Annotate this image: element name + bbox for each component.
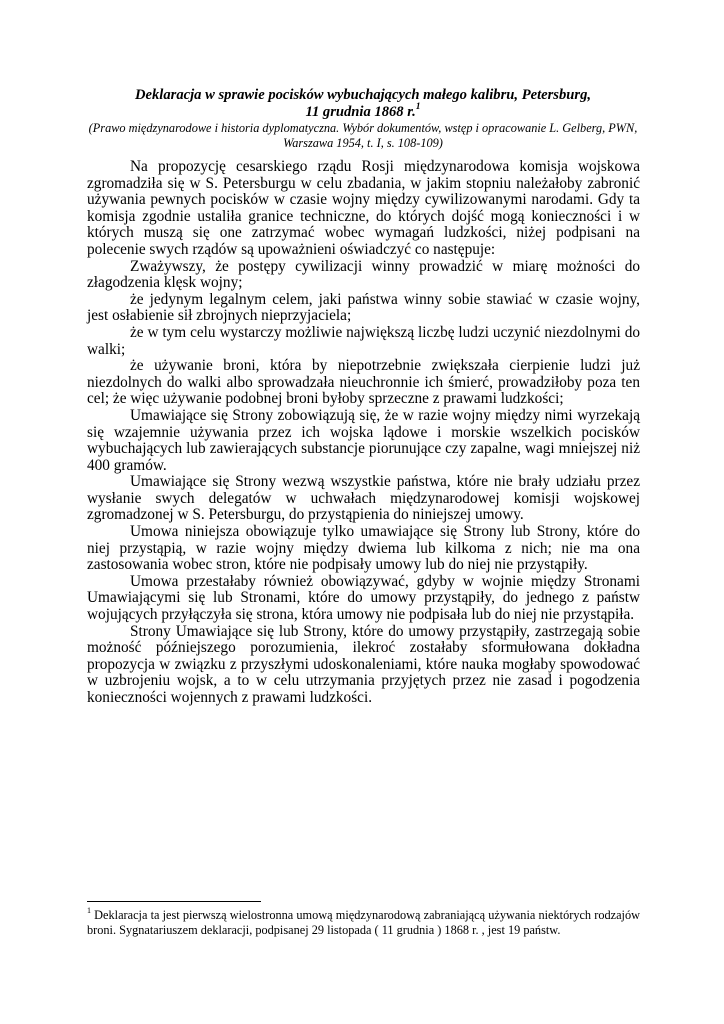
document-title (86, 87, 640, 120)
paragraph: Strony Umawiające się lub Strony, które do umowy przystąpiły, zastrzegają sobie możność późniejszego porozumienia, ilekroć zostałaby sformułowana dokładna propozycja w związku z przyszłymi udoskonaleniami, które nauka mogłaby spowodować w uzbrojeniu wojsk, a to w celu utrzymania przyjętych przez nie zasad i pogodzenia konieczności wojennych z prawami ludzkości. (87, 622, 640, 706)
paragraph: Zważywszy, że postępy cywilizacji winny prowadzić w miarę możności do złagodzenia klęsk wojny; (87, 257, 640, 292)
paragraph: Umawiające się Strony zobowiązują się, że w razie wojny między nimi wyrzekają się wzajemnie używania przez ich wojska lądowe i morskie wszelkich pocisków wybuchających lub zawierających substancje piorunujące czy zapalne, wagi mniejszej niż 400 gramów. (87, 406, 640, 474)
document-body (87, 159, 640, 707)
footnote-text: Deklaracja ta jest pierwszą wielostronna umową międzynarodową zabraniającą używania niektórych rodzajów broni. Sygnatariuszem deklaracji, podpisanej 29 listopada ( 11 grudnia ) 1868 r. , jest 19 państw. (87, 908, 640, 937)
paragraph: że używanie broni, która by niepotrzebnie zwiększała cierpienie ludzi już niezdolnych do walki albo sprowadzała nieuchronnie ich śmierć, prowadziłoby poza ten cel; że więc używanie podobnej broni byłoby sprzeczne z prawami ludzkości; (87, 357, 640, 408)
footnote-marker: 1 (87, 905, 91, 915)
title-line-2: 11 grudnia 1868 r. (305, 103, 416, 120)
title-line-1: Deklaracja w sprawie pocisków wybuchających małego kalibru, Petersburg, (134, 87, 592, 103)
source-citation: (Prawo międzynarodowe i historia dyplomatyczna. Wybór dokumentów, wstęp i opracowanie L. Gelberg, PWN, Warszawa 1954, t. I, s. 108-109) (88, 121, 638, 150)
paragraph: Umawiające się Strony wezwą wszystkie państwa, które nie brały udziału przez wysłanie swych delegatów w uchwałach międzynarodowej komisji wojskowej zgromadzonej w S. Petersburgu, do przystąpienia do niniejszej umowy. (87, 473, 640, 524)
footnote-reference[interactable]: 1 (415, 101, 421, 112)
footnote-separator (87, 901, 261, 902)
document-header (86, 87, 640, 151)
paragraph: że w tym celu wystarczy możliwie największą liczbę ludzi uczynić niezdolnymi do walki; (87, 323, 640, 358)
paragraph: że jedynym legalnym celem, jaki państwa winny sobie stawiać w czasie wojny, jest osłabienie sił zbrojnych nieprzyjaciela; (87, 290, 640, 325)
paragraph: Na propozycję cesarskiego rządu Rosji międzynarodowa komisja wojskowa zgromadziła się w S. Petersburgu w celu zbadania, w jakim stopniu należałoby zabronić używania pewnych pocisków w czasie wojny między cywilizowanymi narodami. Gdy ta komisja zgodnie ustaliła granice techniczne, do których dojść mogą konieczności i w których muszą się one zatrzymać wobec wymagań ludzkości, niżej podpisani na polecenie swych rządów są upoważnieni oświadczyć co następuje: (87, 158, 640, 258)
footnote (87, 905, 640, 937)
paragraph: Umowa niniejsza obowiązuje tylko umawiające się Strony lub Strony, które do niej przystąpią, w razie wojny między dwiema lub kilkoma z nich; nie ma ona zastosowania wobec stron, które nie podpisały umowy lub do niej nie przystąpiły. (87, 523, 640, 574)
paragraph: Umowa przestałaby również obowiązywać, gdyby w wojnie między Stronami Umawiającymi się lub Stronami, które do umowy przystąpiły, do jednego z państw wojujących przyłączyła się strona, która umowy nie podpisała lub do niej nie przystąpiła. (87, 572, 640, 624)
